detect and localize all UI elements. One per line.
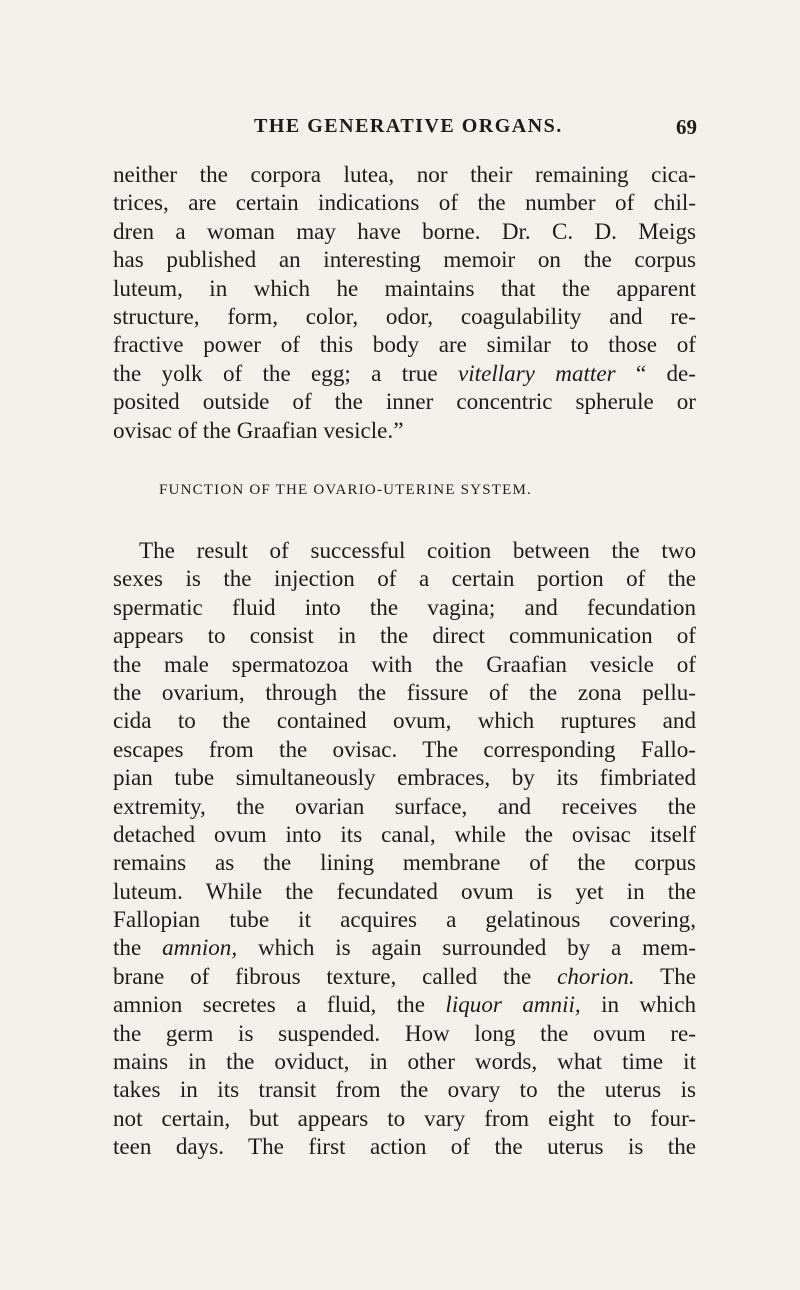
italic-term: liquor amnii, xyxy=(445,991,581,1018)
text-line: sexes is the injection of a certain portion of the xyxy=(113,565,696,592)
text-run: amnion secretes a fluid, the xyxy=(113,991,446,1018)
text-line: remains as the lining membrane of the corpus xyxy=(113,849,696,876)
text-line: luteum, in which he maintains that the apparent xyxy=(113,274,696,301)
text-line: The result of successful coition between the two xyxy=(139,537,696,563)
text-line: cida to the contained ovum, which ruptures and xyxy=(113,707,696,734)
text-line: has published an interesting memoir on the corpus xyxy=(113,246,696,273)
text-line: structure, form, color, odor, coagulability and re- xyxy=(113,302,696,329)
text-line: ovisac of the Graafian vesicle.” xyxy=(113,416,404,443)
text-run: the xyxy=(113,934,163,961)
text-line xyxy=(113,990,696,1018)
text-line: extremity, the ovarian surface, and receives the xyxy=(113,792,696,819)
text-line: pian tube simultaneously embraces, by its fimbriated xyxy=(113,764,696,791)
text-line: neither the corpora lutea, nor their remaining cica- xyxy=(113,161,696,187)
italic-term: amnion, xyxy=(162,934,238,961)
running-head xyxy=(100,115,700,145)
text-run: brane of fibrous texture, called the xyxy=(113,962,558,989)
text-run: in which xyxy=(580,991,696,1018)
text-run: The xyxy=(634,962,696,989)
page-number: 69 xyxy=(676,115,697,139)
text-line: fractive power of this body are similar to those of xyxy=(113,331,696,358)
running-head-title: THE GENERATIVE ORGANS. xyxy=(254,115,563,137)
text-line: trices, are certain indications of the number of chil- xyxy=(113,189,696,216)
text-line: appears to consist in the direct communication of xyxy=(113,622,696,649)
text-run: the yolk of the egg; a true xyxy=(113,359,458,386)
text-line: mains in the oviduct, in other words, what time it xyxy=(113,1048,696,1075)
text-line: posited outside of the inner concentric spherule or xyxy=(113,388,696,415)
text-run: “ de- xyxy=(615,359,696,386)
text-line: dren a woman may have borne. Dr. C. D. Meigs xyxy=(113,217,696,244)
text-line: detached ovum into its canal, while the ovisac itself xyxy=(113,820,696,847)
text-line: spermatic fluid into the vagina; and fecundation xyxy=(113,593,696,620)
text-line: not certain, but appears to vary from eight to four- xyxy=(113,1104,696,1131)
text-line: takes in its transit from the ovary to the uterus is xyxy=(113,1076,696,1103)
text-line: the ovarium, through the fissure of the zona pellu- xyxy=(113,678,696,705)
text-line xyxy=(113,962,696,990)
italic-term: vitellary matter xyxy=(457,359,616,386)
italic-term: chorion. xyxy=(557,962,635,989)
text-line: the germ is suspended. How long the ovum re- xyxy=(113,1019,696,1046)
paragraph-fecundation xyxy=(113,536,696,1161)
text-run: which is again surrounded by a mem- xyxy=(237,934,696,961)
text-line: teen days. The first action of the uterus is the xyxy=(113,1133,696,1160)
text-line: the male spermatozoa with the Graafian vesicle of xyxy=(113,650,696,677)
text-line: luteum. While the fecundated ovum is yet in the xyxy=(113,877,696,904)
section-heading: FUNCTION OF THE OVARIO-UTERINE SYSTEM. xyxy=(159,482,532,498)
text-line: escapes from the ovisac. The corresponding Fallo- xyxy=(113,735,696,762)
paragraph-corpus-luteum xyxy=(113,160,696,444)
text-line xyxy=(113,933,696,961)
text-line xyxy=(113,359,696,387)
text-line: Fallopian tube it acquires a gelatinous covering, xyxy=(113,906,696,933)
